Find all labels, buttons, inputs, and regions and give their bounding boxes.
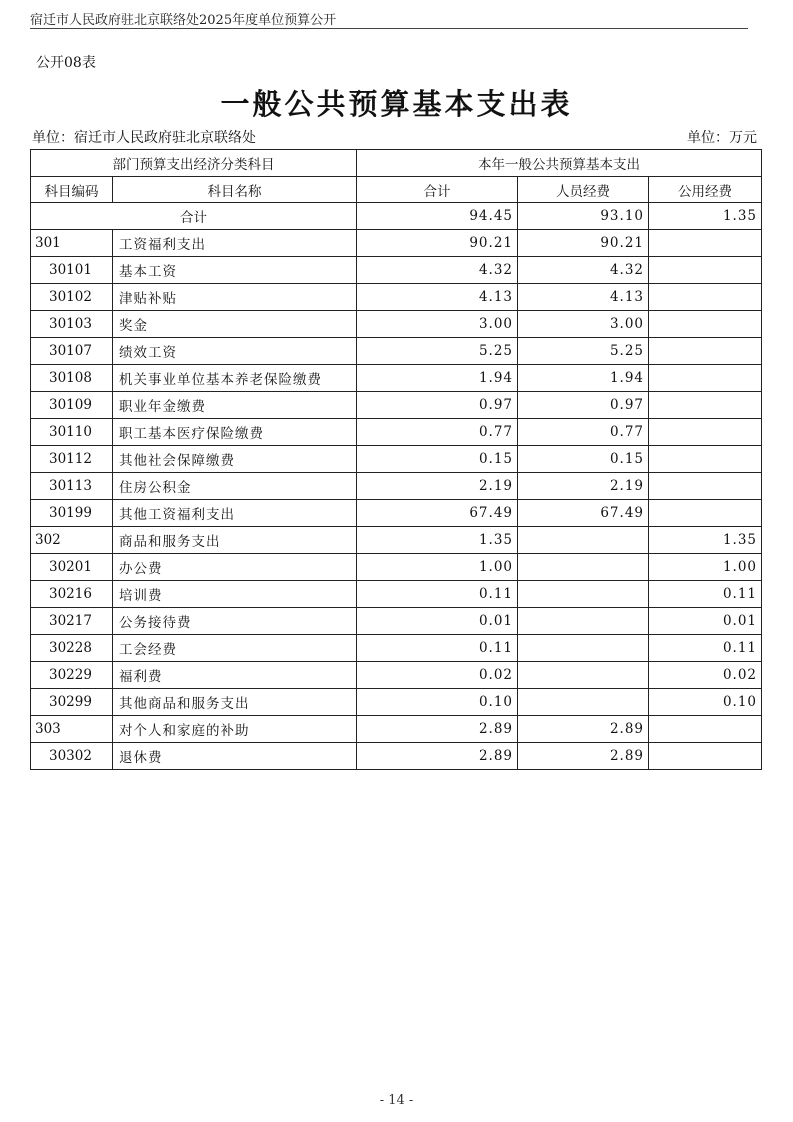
row-code: 301	[31, 230, 113, 257]
row-public	[649, 365, 762, 392]
row-code: 30102	[31, 284, 113, 311]
row-public: 0.10	[649, 689, 762, 716]
row-name: 津贴补贴	[113, 284, 357, 311]
row-name: 公务接待费	[113, 608, 357, 635]
row-name: 工会经费	[113, 635, 357, 662]
column-header-code: 科目编码	[31, 177, 113, 203]
row-total: 1.94	[357, 365, 518, 392]
row-personnel	[518, 689, 649, 716]
row-personnel: 4.32	[518, 257, 649, 284]
row-name: 机关事业单位基本养老保险缴费	[113, 365, 357, 392]
table-row	[31, 311, 762, 338]
row-name: 其他工资福利支出	[113, 500, 357, 527]
unit-currency: 单位：万元	[687, 130, 757, 146]
row-personnel	[518, 662, 649, 689]
row-code: 30228	[31, 635, 113, 662]
table-row	[31, 554, 762, 581]
row-total: 0.77	[357, 419, 518, 446]
row-personnel: 2.89	[518, 743, 649, 770]
total-personnel: 93.10	[518, 203, 649, 230]
total-label: 合计	[31, 203, 357, 230]
row-code: 30101	[31, 257, 113, 284]
group-header-economic-classification: 部门预算支出经济分类科目	[31, 150, 357, 177]
row-code: 30299	[31, 689, 113, 716]
row-public	[649, 392, 762, 419]
row-personnel: 0.77	[518, 419, 649, 446]
row-name: 工资福利支出	[113, 230, 357, 257]
row-public	[649, 311, 762, 338]
table-row	[31, 635, 762, 662]
row-personnel	[518, 527, 649, 554]
budget-table	[30, 149, 762, 770]
row-personnel: 67.49	[518, 500, 649, 527]
row-public: 0.11	[649, 635, 762, 662]
row-total: 67.49	[357, 500, 518, 527]
table-row	[31, 662, 762, 689]
column-header-name: 科目名称	[113, 177, 357, 203]
row-total: 0.15	[357, 446, 518, 473]
table-row	[31, 743, 762, 770]
table-row	[31, 527, 762, 554]
row-personnel: 0.15	[518, 446, 649, 473]
page-header: 宿迁市人民政府驻北京联络处2025年度单位预算公开	[30, 13, 337, 28]
row-total: 1.00	[357, 554, 518, 581]
row-name: 福利费	[113, 662, 357, 689]
row-name: 奖金	[113, 311, 357, 338]
row-code: 30110	[31, 419, 113, 446]
row-name: 对个人和家庭的补助	[113, 716, 357, 743]
row-code: 303	[31, 716, 113, 743]
row-code: 30302	[31, 743, 113, 770]
row-name: 商品和服务支出	[113, 527, 357, 554]
row-public: 0.11	[649, 581, 762, 608]
row-public	[649, 419, 762, 446]
table-row	[31, 608, 762, 635]
table-total-row	[31, 203, 762, 230]
table-row	[31, 338, 762, 365]
row-total: 1.35	[357, 527, 518, 554]
row-total: 2.19	[357, 473, 518, 500]
unit-organization: 单位：宿迁市人民政府驻北京联络处	[32, 130, 256, 146]
row-public	[649, 257, 762, 284]
row-public	[649, 473, 762, 500]
table-row	[31, 365, 762, 392]
row-personnel: 2.89	[518, 716, 649, 743]
row-code: 302	[31, 527, 113, 554]
row-personnel: 0.97	[518, 392, 649, 419]
row-total: 3.00	[357, 311, 518, 338]
table-row	[31, 581, 762, 608]
table-row	[31, 419, 762, 446]
row-code: 30108	[31, 365, 113, 392]
row-code: 30201	[31, 554, 113, 581]
table-code: 公开08表	[36, 55, 96, 71]
row-name: 基本工资	[113, 257, 357, 284]
table-row	[31, 392, 762, 419]
row-total: 2.89	[357, 743, 518, 770]
row-code: 30103	[31, 311, 113, 338]
row-personnel: 90.21	[518, 230, 649, 257]
row-code: 30229	[31, 662, 113, 689]
row-total: 0.02	[357, 662, 518, 689]
row-total: 0.11	[357, 581, 518, 608]
row-public: 0.01	[649, 608, 762, 635]
row-name: 培训费	[113, 581, 357, 608]
row-public	[649, 446, 762, 473]
group-header-basic-expenditure: 本年一般公共预算基本支出	[357, 150, 762, 177]
row-personnel: 4.13	[518, 284, 649, 311]
row-name: 职业年金缴费	[113, 392, 357, 419]
column-header-total: 合计	[357, 177, 518, 203]
table-row	[31, 716, 762, 743]
row-total: 4.32	[357, 257, 518, 284]
row-code: 30113	[31, 473, 113, 500]
table-row	[31, 500, 762, 527]
table-row	[31, 284, 762, 311]
row-total: 0.97	[357, 392, 518, 419]
row-public	[649, 500, 762, 527]
row-personnel	[518, 635, 649, 662]
header-divider	[30, 28, 748, 29]
row-code: 30109	[31, 392, 113, 419]
row-total: 4.13	[357, 284, 518, 311]
row-code: 30112	[31, 446, 113, 473]
row-name: 住房公积金	[113, 473, 357, 500]
table-group-header-row	[31, 150, 762, 177]
row-personnel: 3.00	[518, 311, 649, 338]
row-personnel	[518, 608, 649, 635]
row-total: 0.11	[357, 635, 518, 662]
row-name: 其他商品和服务支出	[113, 689, 357, 716]
row-total: 0.01	[357, 608, 518, 635]
column-header-personnel: 人员经费	[518, 177, 649, 203]
row-public	[649, 284, 762, 311]
table-row	[31, 446, 762, 473]
row-public	[649, 716, 762, 743]
table-row	[31, 689, 762, 716]
row-name: 职工基本医疗保险缴费	[113, 419, 357, 446]
row-name: 退休费	[113, 743, 357, 770]
total-amount: 94.45	[357, 203, 518, 230]
row-name: 办公费	[113, 554, 357, 581]
column-header-public: 公用经费	[649, 177, 762, 203]
table-column-header-row	[31, 177, 762, 203]
row-public	[649, 338, 762, 365]
row-personnel: 2.19	[518, 473, 649, 500]
row-code: 30217	[31, 608, 113, 635]
row-personnel	[518, 581, 649, 608]
row-total: 0.10	[357, 689, 518, 716]
row-public: 1.35	[649, 527, 762, 554]
row-total: 5.25	[357, 338, 518, 365]
table-row	[31, 257, 762, 284]
row-total: 2.89	[357, 716, 518, 743]
row-personnel: 5.25	[518, 338, 649, 365]
row-name: 其他社会保障缴费	[113, 446, 357, 473]
table-row	[31, 230, 762, 257]
row-public: 1.00	[649, 554, 762, 581]
page-number: - 14 -	[379, 1093, 414, 1108]
row-name: 绩效工资	[113, 338, 357, 365]
total-public: 1.35	[649, 203, 762, 230]
document-title: 一般公共预算基本支出表	[220, 87, 573, 121]
row-code: 30107	[31, 338, 113, 365]
row-public	[649, 230, 762, 257]
table-row	[31, 473, 762, 500]
row-total: 90.21	[357, 230, 518, 257]
row-personnel: 1.94	[518, 365, 649, 392]
row-code: 30199	[31, 500, 113, 527]
row-public: 0.02	[649, 662, 762, 689]
row-public	[649, 743, 762, 770]
row-code: 30216	[31, 581, 113, 608]
row-personnel	[518, 554, 649, 581]
